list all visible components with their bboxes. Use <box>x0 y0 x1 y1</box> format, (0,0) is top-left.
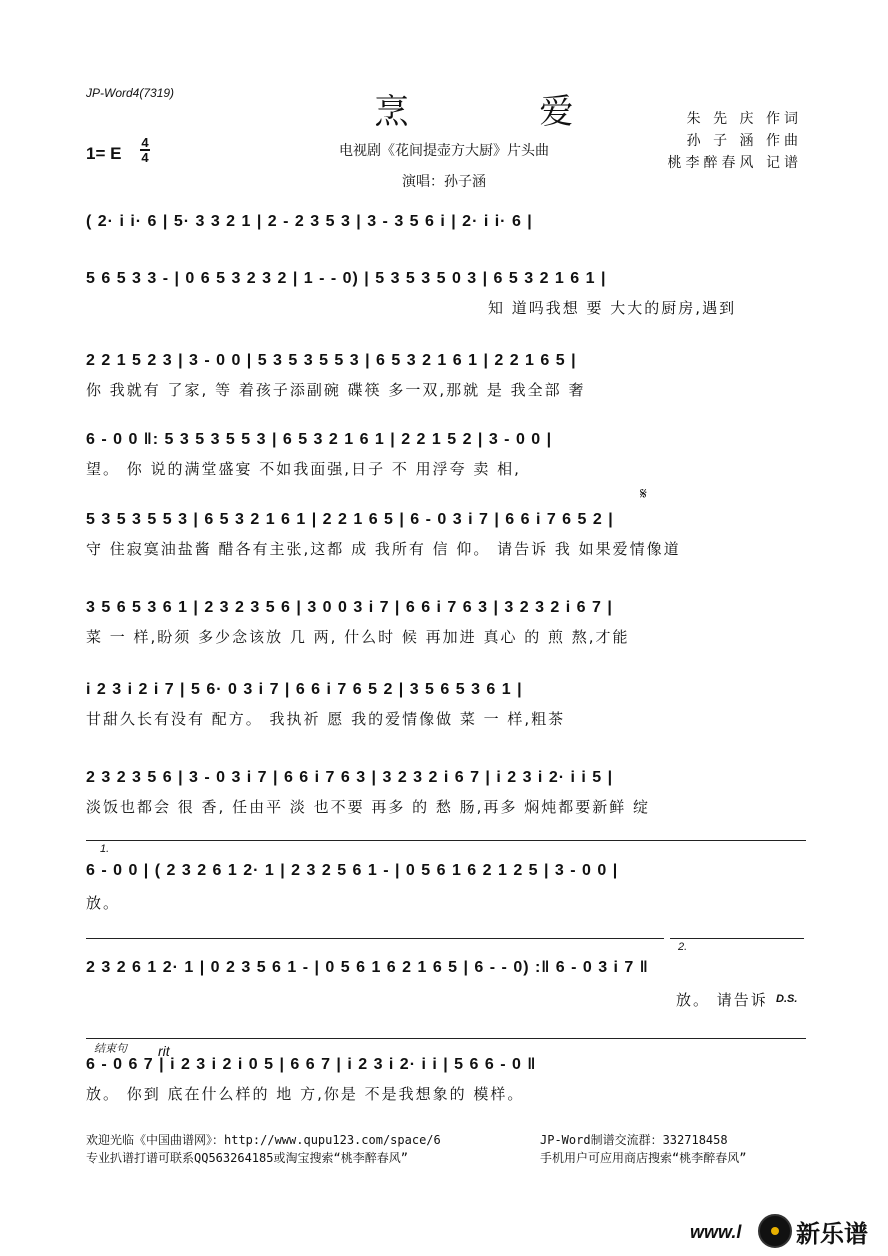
song-title: 烹 爱 <box>374 92 634 132</box>
lyrics-line-11: 放。 你到 底在什么样的 地 方,你是 不是我想象的 模样。 <box>86 1085 525 1103</box>
lyrics-line-5: 守 住寂寞油盐酱 醋各有主张,这都 成 我所有 信 仰。 请告诉 我 如果爱情像道 <box>86 540 681 558</box>
transcriber-credit: 桃李醉春风 记谱 <box>667 155 802 171</box>
score-system-8: 2 3 2 3 5 6 | 3 - 0 3 i 7 | 6 6 i 7 6 3 | 3 2 3 2 i 6 7 | i 2 3 i 2· i i 5 | <box>86 769 614 786</box>
logo-name: 新乐谱 <box>796 1220 868 1248</box>
score-system-4: 6 - 0 0 ‖: 5 3 5 3 5 5 3 | 6 5 3 2 1 6 1 | 2 2 1 5 2 | 3 - 0 0 | <box>86 431 553 448</box>
key-signature: 1= E <box>86 144 122 163</box>
lyricist-credit: 朱 先 庆 作词 <box>686 111 802 127</box>
first-ending-label: 1. <box>100 843 110 855</box>
lyrics-line-9: 放。 <box>86 894 121 912</box>
time-signature-bottom: 4 <box>141 150 149 165</box>
singer-credit: 演唱：孙子涵 <box>402 174 486 190</box>
coda-bracket <box>86 1038 806 1039</box>
dal-segno-mark: D.S. <box>776 993 798 1005</box>
software-code: JP-Word4(7319) <box>86 86 175 100</box>
segno-sign: 𝄋 <box>640 484 647 503</box>
second-ending-bracket <box>670 938 804 939</box>
lyrics-line-4: 望。 你 说的满堂盛宴 不如我面强,日子 不 用浮夸 卖 相, <box>86 460 521 478</box>
score-system-10: 2 3 2 6 1 2· 1 | 0 2 3 5 6 1 - | 0 5 6 1 6 2 1 6 5 | 6 - - 0) :‖ 6 - 0 3 i 7 ‖ <box>86 959 649 976</box>
score-system-9: 6 - 0 0 | ( 2 3 2 6 1 2· 1 | 2 3 2 5 6 1 - | 0 5 6 1 6 2 1 2 5 | 3 - 0 0 | <box>86 862 619 879</box>
lyrics-line-6: 菜 一 样,盼须 多少念该放 几 两, 什么时 候 再加进 真心 的 煎 熬,才能 <box>86 628 630 646</box>
score-system-5: 5 3 5 3 5 5 3 | 6 5 3 2 1 6 1 | 2 2 1 6 5 | 6 - 0 3 i 7 | 6 6 i 7 6 5 2 | <box>86 511 614 528</box>
score-system-1: ( 2· i i· 6 | 5· 3 3 2 1 | 2 - 2 3 5 3 | 3 - 3 5 6 i | 2· i i· 6 | <box>86 213 533 230</box>
subtitle: 电视剧《花间提壶方大厨》片头曲 <box>339 143 549 159</box>
time-signature-top: 4 <box>141 135 149 150</box>
lyrics-line-7: 甘甜久长有没有 配方。 我执祈 愿 我的爱情像做 菜 一 样,粗茶 <box>86 710 566 728</box>
composer-credit: 孙 子 涵 作曲 <box>686 133 802 149</box>
lyrics-line-10: 放。 请告诉 <box>676 991 768 1009</box>
ritardando-mark: rit <box>158 1043 170 1059</box>
first-ending-bracket <box>86 840 806 841</box>
second-ending-label: 2. <box>678 941 688 953</box>
score-system-3: 2 2 1 5 2 3 | 3 - 0 0 | 5 3 5 3 5 5 3 | 6 5 3 2 1 6 1 | 2 2 1 6 5 | <box>86 352 577 369</box>
footer-website: 欢迎光临《中国曲谱网》：http://www.qupu123.com/space/6 <box>86 1133 441 1147</box>
record-disc-icon <box>758 1214 792 1248</box>
first-ending-bracket-continued <box>86 938 664 939</box>
footer-contact: 专业扒谱打谱可联系QQ563264185或淘宝搜索“桃李醉春风” <box>86 1151 408 1165</box>
footer-group: JP-Word制谱交流群：332718458 <box>540 1133 728 1147</box>
score-system-6: 3 5 6 5 3 6 1 | 2 3 2 3 5 6 | 3 0 0 3 i 7 | 6 6 i 7 6 3 | 3 2 3 2 i 6 7 | <box>86 599 613 616</box>
logo-url-text: www.l <box>690 1222 742 1242</box>
lyrics-line-8: 淡饭也都会 很 香, 任由平 淡 也不要 再多 的 愁 肠,再多 焖炖都要新鲜 绽 <box>86 798 650 816</box>
footer-mobile: 手机用户可应用商店搜索“桃李醉春风” <box>540 1151 747 1165</box>
lyrics-line-3: 你 我就有 了家, 等 着孩子添副碗 碟筷 多一双,那就 是 我全部 奢 <box>86 381 586 399</box>
lyrics-line-2: 知 道吗我想 要 大大的厨房,遇到 <box>488 299 737 317</box>
score-system-7: i 2 3 i 2 i 7 | 5 6· 0 3 i 7 | 6 6 i 7 6 5 2 | 3 5 6 5 3 6 1 | <box>86 681 523 698</box>
coda-label: 结束句 <box>94 1043 127 1055</box>
score-system-11: 6 - 0 6 7 | i 2 3 i 2 i 0 5 | 6 6 7 | i 2 3 i 2· i i | 5 6 6 - 0 ‖ <box>86 1056 537 1073</box>
score-system-2: 5 6 5 3 3 - | 0 6 5 3 2 3 2 | 1 - - 0) | 5 3 5 3 5 0 3 | 6 5 3 2 1 6 1 | <box>86 270 607 287</box>
